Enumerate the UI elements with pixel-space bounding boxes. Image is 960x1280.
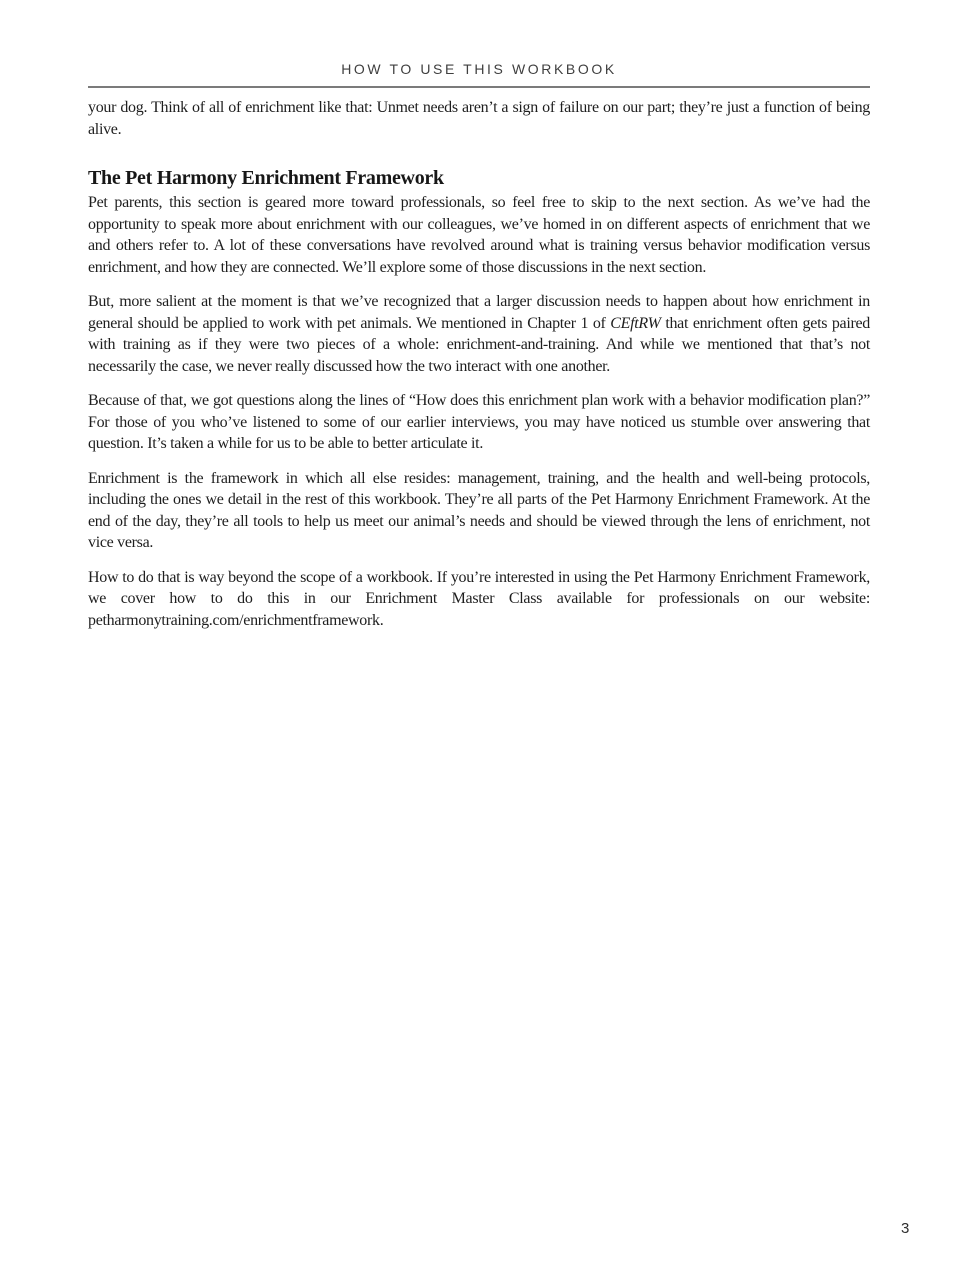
page-body xyxy=(88,97,870,644)
paragraph-but-more-salient xyxy=(88,291,870,377)
paragraph-pet-parents: Pet parents, this section is geared more toward professionals, so feel free to skip to the next section. As we’ve had the opportunity to speak more about enrichment with our colleagues, we’ve homed in on different aspects of enrichment that we and others refer to. A lot of these conversations have revolved around what is training versus behavior modification versus enrichment, and how they are connected. We’ll explore some of those discussions in the next section. xyxy=(88,194,870,276)
paragraph-segment-after: that enrichment often gets paired with training as if they were two pieces of a whole: enrichment-and-training. And while we mentioned that that’s not necessarily the case, we never really discussed how the two interact with one another. xyxy=(88,314,871,375)
paragraph-because-of-that: Because of that, we got questions along the lines of “How does this enrichment plan work with a behavior modification plan?” For those of you who’ve listened to some of our earlier interviews, you may have noticed us stumble over answering that question. It’s taken a while for us to be able to better articulate it. xyxy=(88,392,870,452)
page-number: 3 xyxy=(901,1220,910,1237)
header-rule xyxy=(88,86,870,88)
paragraph-how-to-do-that: How to do that is way beyond the scope of a workbook. If you’re interested in using the Pet Harmony Enrichment Framework, we cover how to do this in our Enrichment Master Class available for professionals on our website: petharmonytraining.com/enrichmentframework. xyxy=(88,568,870,629)
paragraph-enrichment-is-framework: Enrichment is the framework in which all else resides: management, training, and the health and well-being protocols, including the ones we detail in the rest of this workbook. They’re all parts of the Pet Harmony Enrichment Framework. At the end of the day, they’re all tools to help us meet our animal’s needs and should be viewed through the lens of enrichment, not vice versa. xyxy=(88,469,870,551)
paragraph-segment-before: But, more salient at the moment is that we’ve recognized that a larger discussion needs to happen about how enrichment in general should be applied to work with pet animals. We mentioned in Chapter 1 of xyxy=(88,293,870,332)
paragraph-continuation: your dog. Think of all of enrichment like that: Unmet needs aren’t a sign of failure on our part; they’re just a function of being alive. xyxy=(88,99,870,138)
running-header-title: HOW TO USE THIS WORKBOOK xyxy=(341,61,617,77)
book-title-abbreviation: CEftRW xyxy=(610,314,661,332)
section-heading: The Pet Harmony Enrichment Framework xyxy=(88,167,444,189)
